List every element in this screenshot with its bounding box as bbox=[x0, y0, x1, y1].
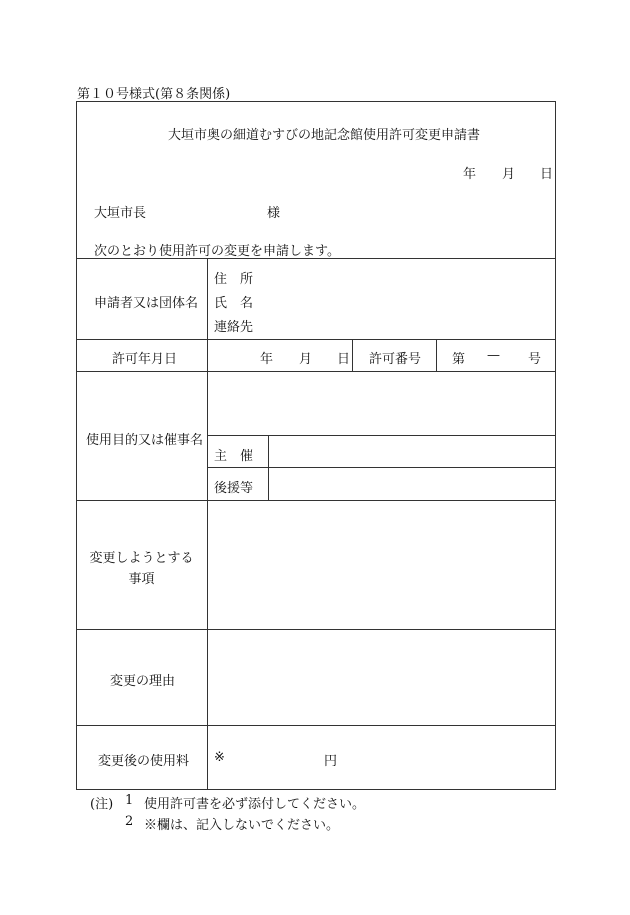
permit-number-dash: — bbox=[487, 348, 500, 363]
reason-label: 変更の理由 bbox=[110, 674, 176, 689]
note-2-text: ※欄は、記入しないでください。 bbox=[144, 818, 340, 833]
date-month-label: 月 bbox=[502, 167, 516, 182]
date-day-label: 日 bbox=[540, 167, 554, 182]
sponsor-label: 後援等 bbox=[214, 481, 254, 496]
divider-purpose bbox=[76, 500, 556, 501]
date-year-label: 年 bbox=[463, 167, 477, 182]
label-column-divider bbox=[207, 258, 208, 790]
permit-number-label-left bbox=[352, 339, 353, 371]
name-label: 氏 名 bbox=[214, 296, 254, 311]
permit-number-label: 許可番号 bbox=[369, 352, 422, 367]
intro-text: 次のとおり使用許可の変更を申請します。 bbox=[94, 244, 340, 259]
change-items-label-2: 事項 bbox=[128, 572, 155, 587]
change-items-label-1: 変更しようとする bbox=[89, 551, 194, 566]
address-label: 住 所 bbox=[214, 272, 254, 287]
notes-prefix: (注) bbox=[90, 797, 114, 812]
note-1-number: 1 bbox=[125, 793, 134, 808]
permit-number-prefix: 第 bbox=[452, 352, 466, 367]
contact-label: 連絡先 bbox=[214, 320, 254, 335]
divider-purpose-inner bbox=[208, 435, 556, 436]
permit-number-label-right bbox=[436, 339, 437, 371]
permit-day: 日 bbox=[337, 352, 351, 367]
divider-change bbox=[76, 629, 556, 630]
permit-date-label: 許可年月日 bbox=[112, 352, 178, 367]
divider-organizer bbox=[208, 467, 556, 468]
honorific: 様 bbox=[267, 206, 281, 221]
fee-label: 変更後の使用料 bbox=[98, 754, 190, 769]
permit-month: 月 bbox=[299, 352, 313, 367]
divider-applicant bbox=[76, 339, 556, 340]
permit-number-suffix: 号 bbox=[528, 352, 542, 367]
note-1-text: 使用許可書を必ず添付してください。 bbox=[144, 797, 366, 812]
fee-mark: ※ bbox=[214, 750, 225, 765]
purpose-label: 使用目的又は催事名 bbox=[86, 433, 204, 448]
permit-year: 年 bbox=[260, 352, 274, 367]
organizer-label: 主 催 bbox=[214, 449, 254, 464]
form-number: 第１０号様式(第８条関係) bbox=[77, 87, 231, 102]
purpose-sub-divider bbox=[268, 435, 269, 500]
applicant-label: 申請者又は団体名 bbox=[94, 296, 199, 311]
form-title: 大垣市奥の細道むすびの地記念館使用許可変更申請書 bbox=[168, 128, 481, 143]
note-2-number: 2 bbox=[125, 814, 134, 829]
divider-reason bbox=[76, 725, 556, 726]
addressee: 大垣市長 bbox=[94, 206, 147, 221]
fee-unit: 円 bbox=[324, 754, 338, 769]
divider-permit bbox=[76, 371, 556, 372]
